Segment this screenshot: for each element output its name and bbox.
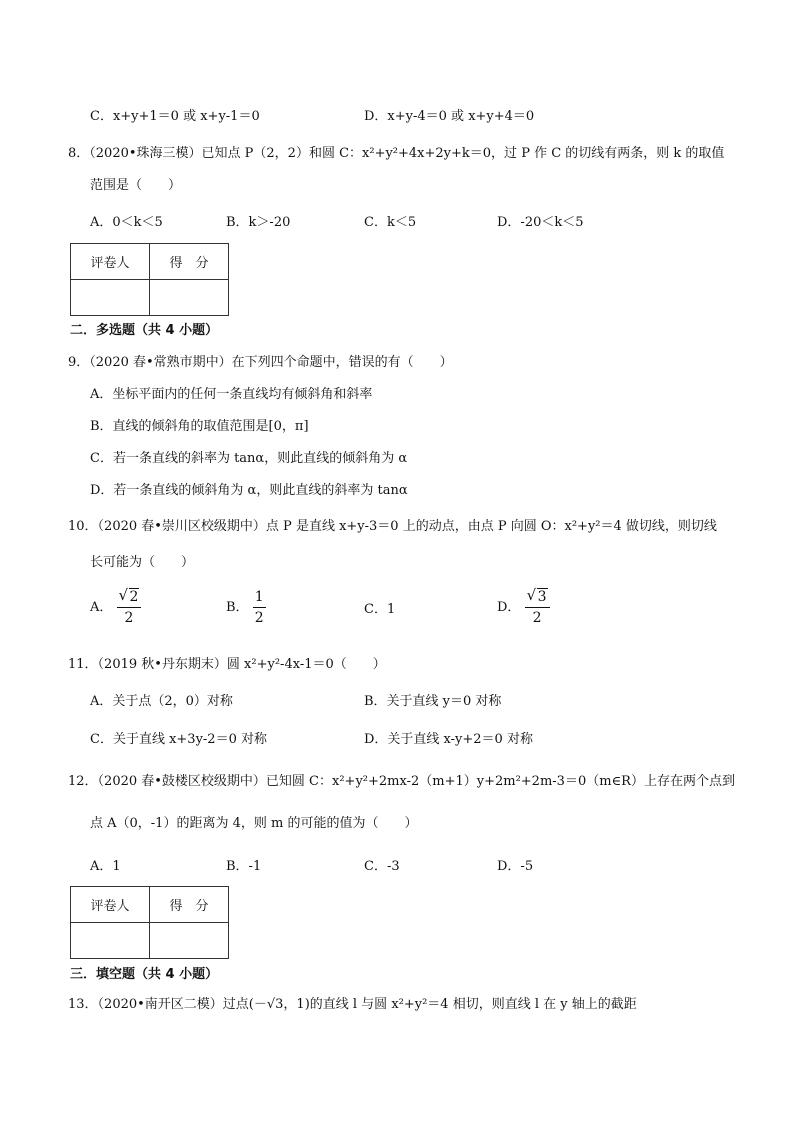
section-2-heading: 二．多选题（共 4 小题） <box>70 323 219 338</box>
q10-option-a <box>90 586 141 630</box>
q12-option-a: A．1 <box>90 859 121 874</box>
q10-option-b-fraction <box>253 587 266 628</box>
score-table-header-score: 得 分 <box>150 244 229 280</box>
q10-option-b <box>226 586 266 630</box>
q8-stem-line1: 8．（2020•珠海三模）已知点 P（2，2）和圆 C：x²+y²+4x+2y+k＝0，过 P 作 C 的切线有两条，则 k 的取值 <box>68 146 725 161</box>
score-table-header-grader: 评卷人 <box>71 244 150 280</box>
q10-option-b-numerator: 1 <box>253 587 266 608</box>
q10-option-a-label: A． <box>90 600 113 615</box>
q8-option-c: C．k＜5 <box>364 215 417 230</box>
q10-option-d-denominator: 2 <box>532 610 542 626</box>
q10-option-d-fraction <box>525 587 550 628</box>
q8-option-d: D．-20＜k＜5 <box>497 215 584 230</box>
q10-option-a-radicand: 2 <box>129 589 139 605</box>
q8-stem-line2: 范围是（ ） <box>90 178 182 193</box>
q9-option-d: D．若一条直线的倾斜角为 α，则此直线的斜率为 tanα <box>90 483 408 498</box>
q10-option-a-fraction <box>117 587 142 628</box>
score-table-2-cell-grader <box>71 923 150 959</box>
q11-option-d: D．关于直线 x-y+2＝0 对称 <box>364 732 533 747</box>
q10-option-d-label: D． <box>497 600 521 615</box>
score-table-2-cell-score <box>150 923 229 959</box>
score-table-2-header-score: 得 分 <box>150 887 229 923</box>
q10-stem-line1: 10．（2020 春•崇川区校级期中）点 P 是直线 x+y-3＝0 上的动点，由点 P 向圆 O：x²+y²＝4 做切线，则切线 <box>68 519 717 534</box>
q10-option-d <box>497 586 550 630</box>
q10-option-a-denominator: 2 <box>124 610 134 626</box>
q10-option-d-radicand: 3 <box>537 589 547 605</box>
q10-option-c: C．1 <box>364 602 396 617</box>
q7-option-c: C．x+y+1＝0 或 x+y-1＝0 <box>90 109 260 124</box>
q10-option-b-label: B． <box>226 600 249 615</box>
q10-stem-line2: 长可能为（ ） <box>90 555 195 570</box>
q9-option-b: B．直线的倾斜角的取值范围是[0，π] <box>90 419 309 434</box>
q12-stem-line1: 12．（2020 春•鼓楼区校级期中）已知圆 C：x²+y²+2mx-2（m+1）y+2m²+2m-3＝0（m∈R）上存在两个点到 <box>68 774 735 789</box>
q11-option-c: C．关于直线 x+3y-2＝0 对称 <box>90 732 267 747</box>
q7-option-d: D．x+y-4＝0 或 x+y+4＝0 <box>364 109 535 124</box>
q12-option-b: B．-1 <box>226 859 262 874</box>
q9-option-c: C．若一条直线的斜率为 tanα，则此直线的倾斜角为 α <box>90 451 408 466</box>
q11-option-a: A．关于点（2，0）对称 <box>90 694 233 709</box>
q11-option-b: B．关于直线 y＝0 对称 <box>364 694 502 709</box>
score-table-cell-score <box>150 280 229 316</box>
q11-stem: 11．（2019 秋•丹东期末）圆 x²+y²-4x-1＝0（ ） <box>68 657 386 672</box>
section-3-heading: 三．填空题（共 4 小题） <box>70 967 219 982</box>
q12-option-d: D．-5 <box>497 859 534 874</box>
q9-stem: 9．（2020 春•常熟市期中）在下列四个命题中，错误的有（ ） <box>68 355 453 370</box>
score-table-cell-grader <box>71 280 150 316</box>
score-table-1 <box>70 243 229 316</box>
q10-option-b-denominator: 2 <box>254 610 264 626</box>
q12-stem-line2: 点 A（0，-1）的距离为 4，则 m 的可能的值为（ ） <box>90 816 418 831</box>
q8-option-b: B．k＞-20 <box>226 215 291 230</box>
q12-option-c: C．-3 <box>364 859 400 874</box>
score-table-2 <box>70 886 229 959</box>
q13-stem: 13．（2020•南开区二模）过点(－√3，1)的直线 l 与圆 x²+y²＝4 相切，则直线 l 在 y 轴上的截距 <box>68 997 637 1012</box>
q9-option-a: A．坐标平面内的任何一条直线均有倾斜角和斜率 <box>90 387 373 402</box>
q8-option-a: A．0＜k＜5 <box>90 215 163 230</box>
score-table-2-header-grader: 评卷人 <box>71 887 150 923</box>
